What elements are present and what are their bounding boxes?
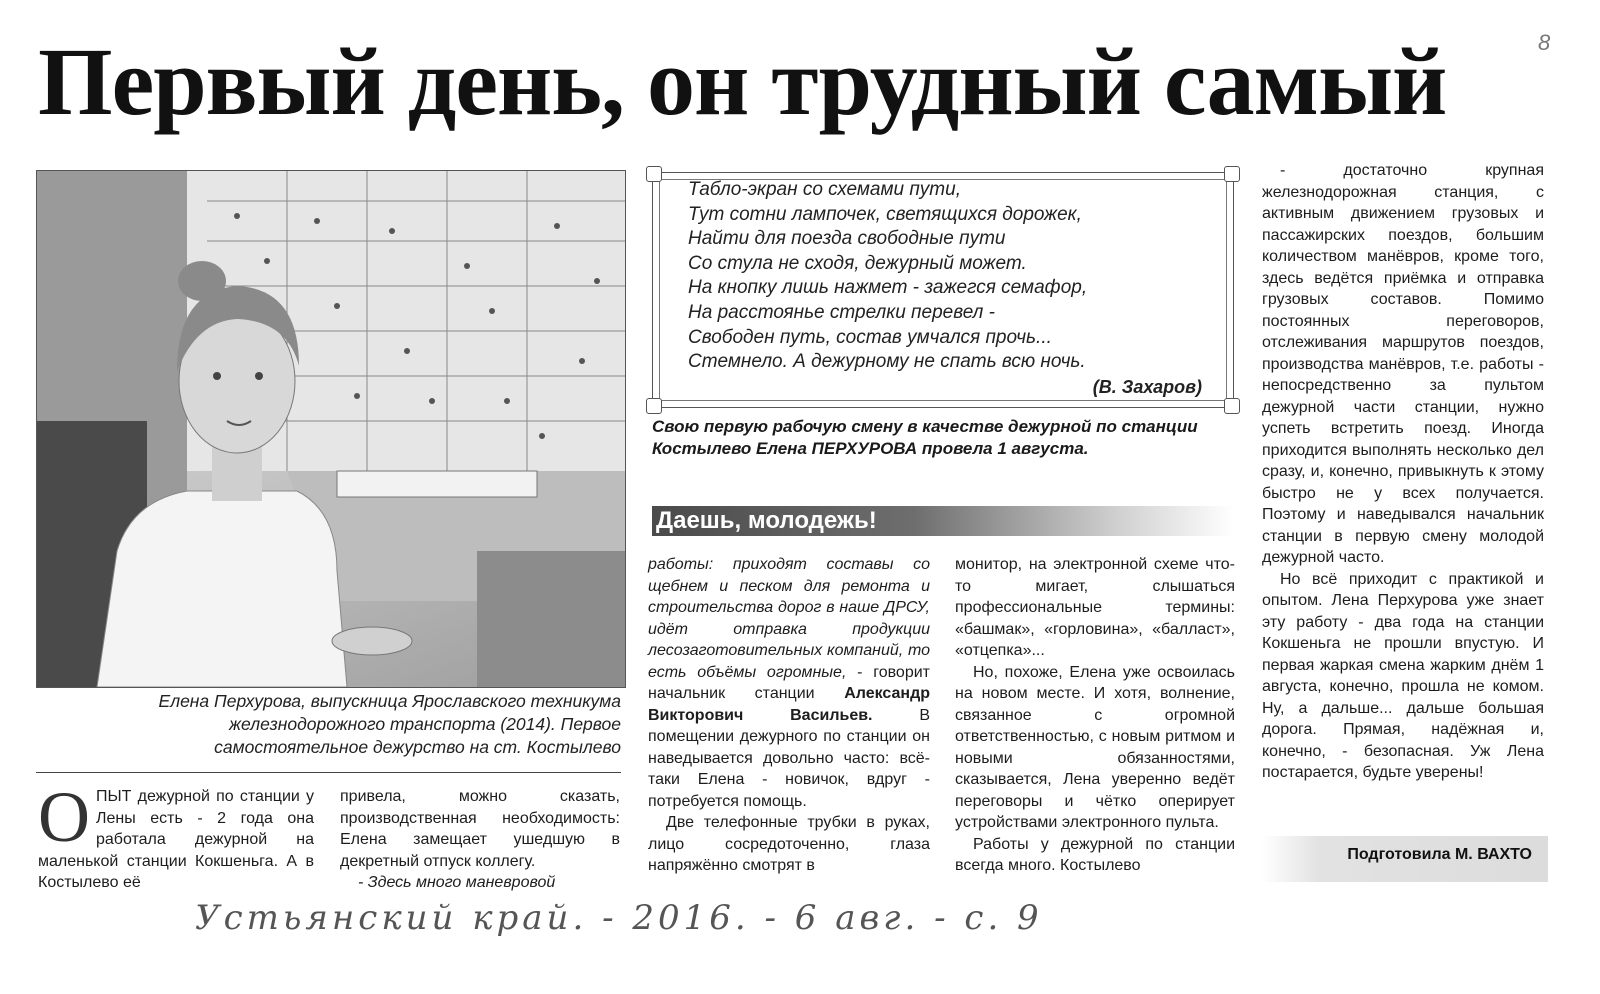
paragraph: - достаточно крупная железнодорожная станция, с активным движением грузовых и пассажирских поездов, большим количеством манёвров, кроме того, здесь ведётся приёмка и отправка грузовых составов. Помимо постоянных переговоров, отслеживания маршрутов поездов, производства манёвров, т.е. работы - непосредственно за пультом дежурной части станции, нужно успеть встретить поезд. Иногда приходится выполнять несколько дел сразу, и, конечно, привыкнуть к этому быстро не у всех получается. Поэтому и наведывался начальник станции в первую смену молодой дежурной часто. <box>1262 162 1544 566</box>
paragraph <box>38 777 314 894</box>
paragraph-text: В помещении дежурного по станции он наведывается довольно часто: всё-таки Елена - новичок, вдруг - потребуется помощь. <box>648 706 930 810</box>
column-2 <box>340 786 620 894</box>
paragraph: Но всё приходит с практикой и опытом. Лена Перхурова уже знает эту работу - два года на станции Кокшеньга не прошли впустую. И первая жаркая смена жарким днём 1 августа, конечно, прошла не комом. Ну, а дальше... дальше большая дорога. Прямая, надёжная и, конечно, - безопасная. Уж Лена постарается, будьте уверены! <box>1262 570 1544 781</box>
caption-line: Елена Перхурова, выпускница Ярославского техникума <box>158 691 621 711</box>
handwritten-source-note: Устьянский край. - 2016. - 6 авг. - с. 9 <box>195 898 1043 938</box>
paragraph: Две телефонные трубки в руках, лицо сосредоточенно, глаза напряжённо смотрят в <box>648 814 930 874</box>
caption-line: железнодорожного транспорта (2014). Первое <box>229 714 621 734</box>
poem-line: На расстоянье стрелки перевел - <box>688 301 995 323</box>
paragraph <box>648 554 930 812</box>
poem-line: Найти для поезда свободные пути <box>688 228 1006 250</box>
frame-corner <box>1224 398 1240 414</box>
frame-corner <box>646 398 662 414</box>
caption-line: самостоятельное дежурство на ст. Костылево <box>214 737 621 757</box>
paragraph: привела, можно сказать, производственная необходимость: Елена замещает ушедшую в декретный отпуск коллегу. <box>340 788 620 870</box>
article-photo <box>36 170 626 688</box>
frame-corner <box>646 166 662 182</box>
photo-caption <box>36 690 621 759</box>
kicker-text: Даешь, молодежь! <box>656 507 877 534</box>
paragraph: Работы у дежурной по станции всегда много. Костылево <box>955 835 1235 874</box>
paragraph: - Здесь много маневровой <box>358 874 556 891</box>
poem-line: Со стула не сходя, дежурный может. <box>688 252 1027 274</box>
caption-divider <box>36 772 621 773</box>
photo-illustration <box>37 171 625 687</box>
article-lead: Свою первую рабочую смену в качестве дежурной по станции Костылево Елена ПЕРХУРОВА провела 1 августа. <box>652 417 1198 458</box>
paragraph-text: - говорит начальник станции <box>648 663 930 702</box>
column-3 <box>648 554 930 877</box>
paragraph: Но, похоже, Елена уже освоилась на новом месте. И хотя, волнение, связанное с огромной ответственностью, с новым ритмом и новыми обязанностями, сказывается, Лена уверенно ведёт переговоры и чётко оперирует устройствами электронного пульта. <box>955 663 1235 831</box>
poem-line: На кнопку лишь нажмет - зажегся семафор, <box>688 277 1088 299</box>
person-name: Александр Викторович Васильев. <box>648 685 930 724</box>
poem <box>688 178 1208 375</box>
drop-cap: О <box>38 777 90 857</box>
column-1 <box>38 777 314 894</box>
column-5 <box>1262 160 1544 784</box>
poem-author: (В. Захаров) <box>1092 377 1202 397</box>
frame-corner <box>1224 166 1240 182</box>
poem-line: Тут сотни лампочек, светящихся дорожек, <box>688 203 1082 225</box>
paragraph: монитор, на электронной схеме что-то мигает, слышаться профессиональные термины: «башмак», «горловина», «балласт», «отцепка»... <box>955 556 1235 659</box>
quote-text: работы: приходят составы со щебнем и песком для ремонта и строительства дорог в наше ДРСУ, идёт отправка продукции лесозаготовительных компаний, то есть объёмы огромные, <box>648 556 930 681</box>
poem-line: Свободен путь, состав умчался прочь... <box>688 326 1052 348</box>
page-mark: 8 <box>1538 30 1551 55</box>
column-4 <box>955 554 1235 877</box>
section-kicker <box>652 506 1234 536</box>
poem-line: Табло-экран со схемами пути, <box>688 179 961 200</box>
headline: Первый день, он трудный самый <box>38 28 1447 135</box>
paragraph-text: ПЫТ дежурной по станции у Лены есть - 2 года она работала дежурной на маленькой станции Кокшеньга. А в Костылево её <box>38 788 314 891</box>
author-credit: Подготовила М. ВАХТО <box>1347 846 1532 863</box>
poem-line: Стемнело. А дежурному не спать всю ночь. <box>688 351 1086 373</box>
